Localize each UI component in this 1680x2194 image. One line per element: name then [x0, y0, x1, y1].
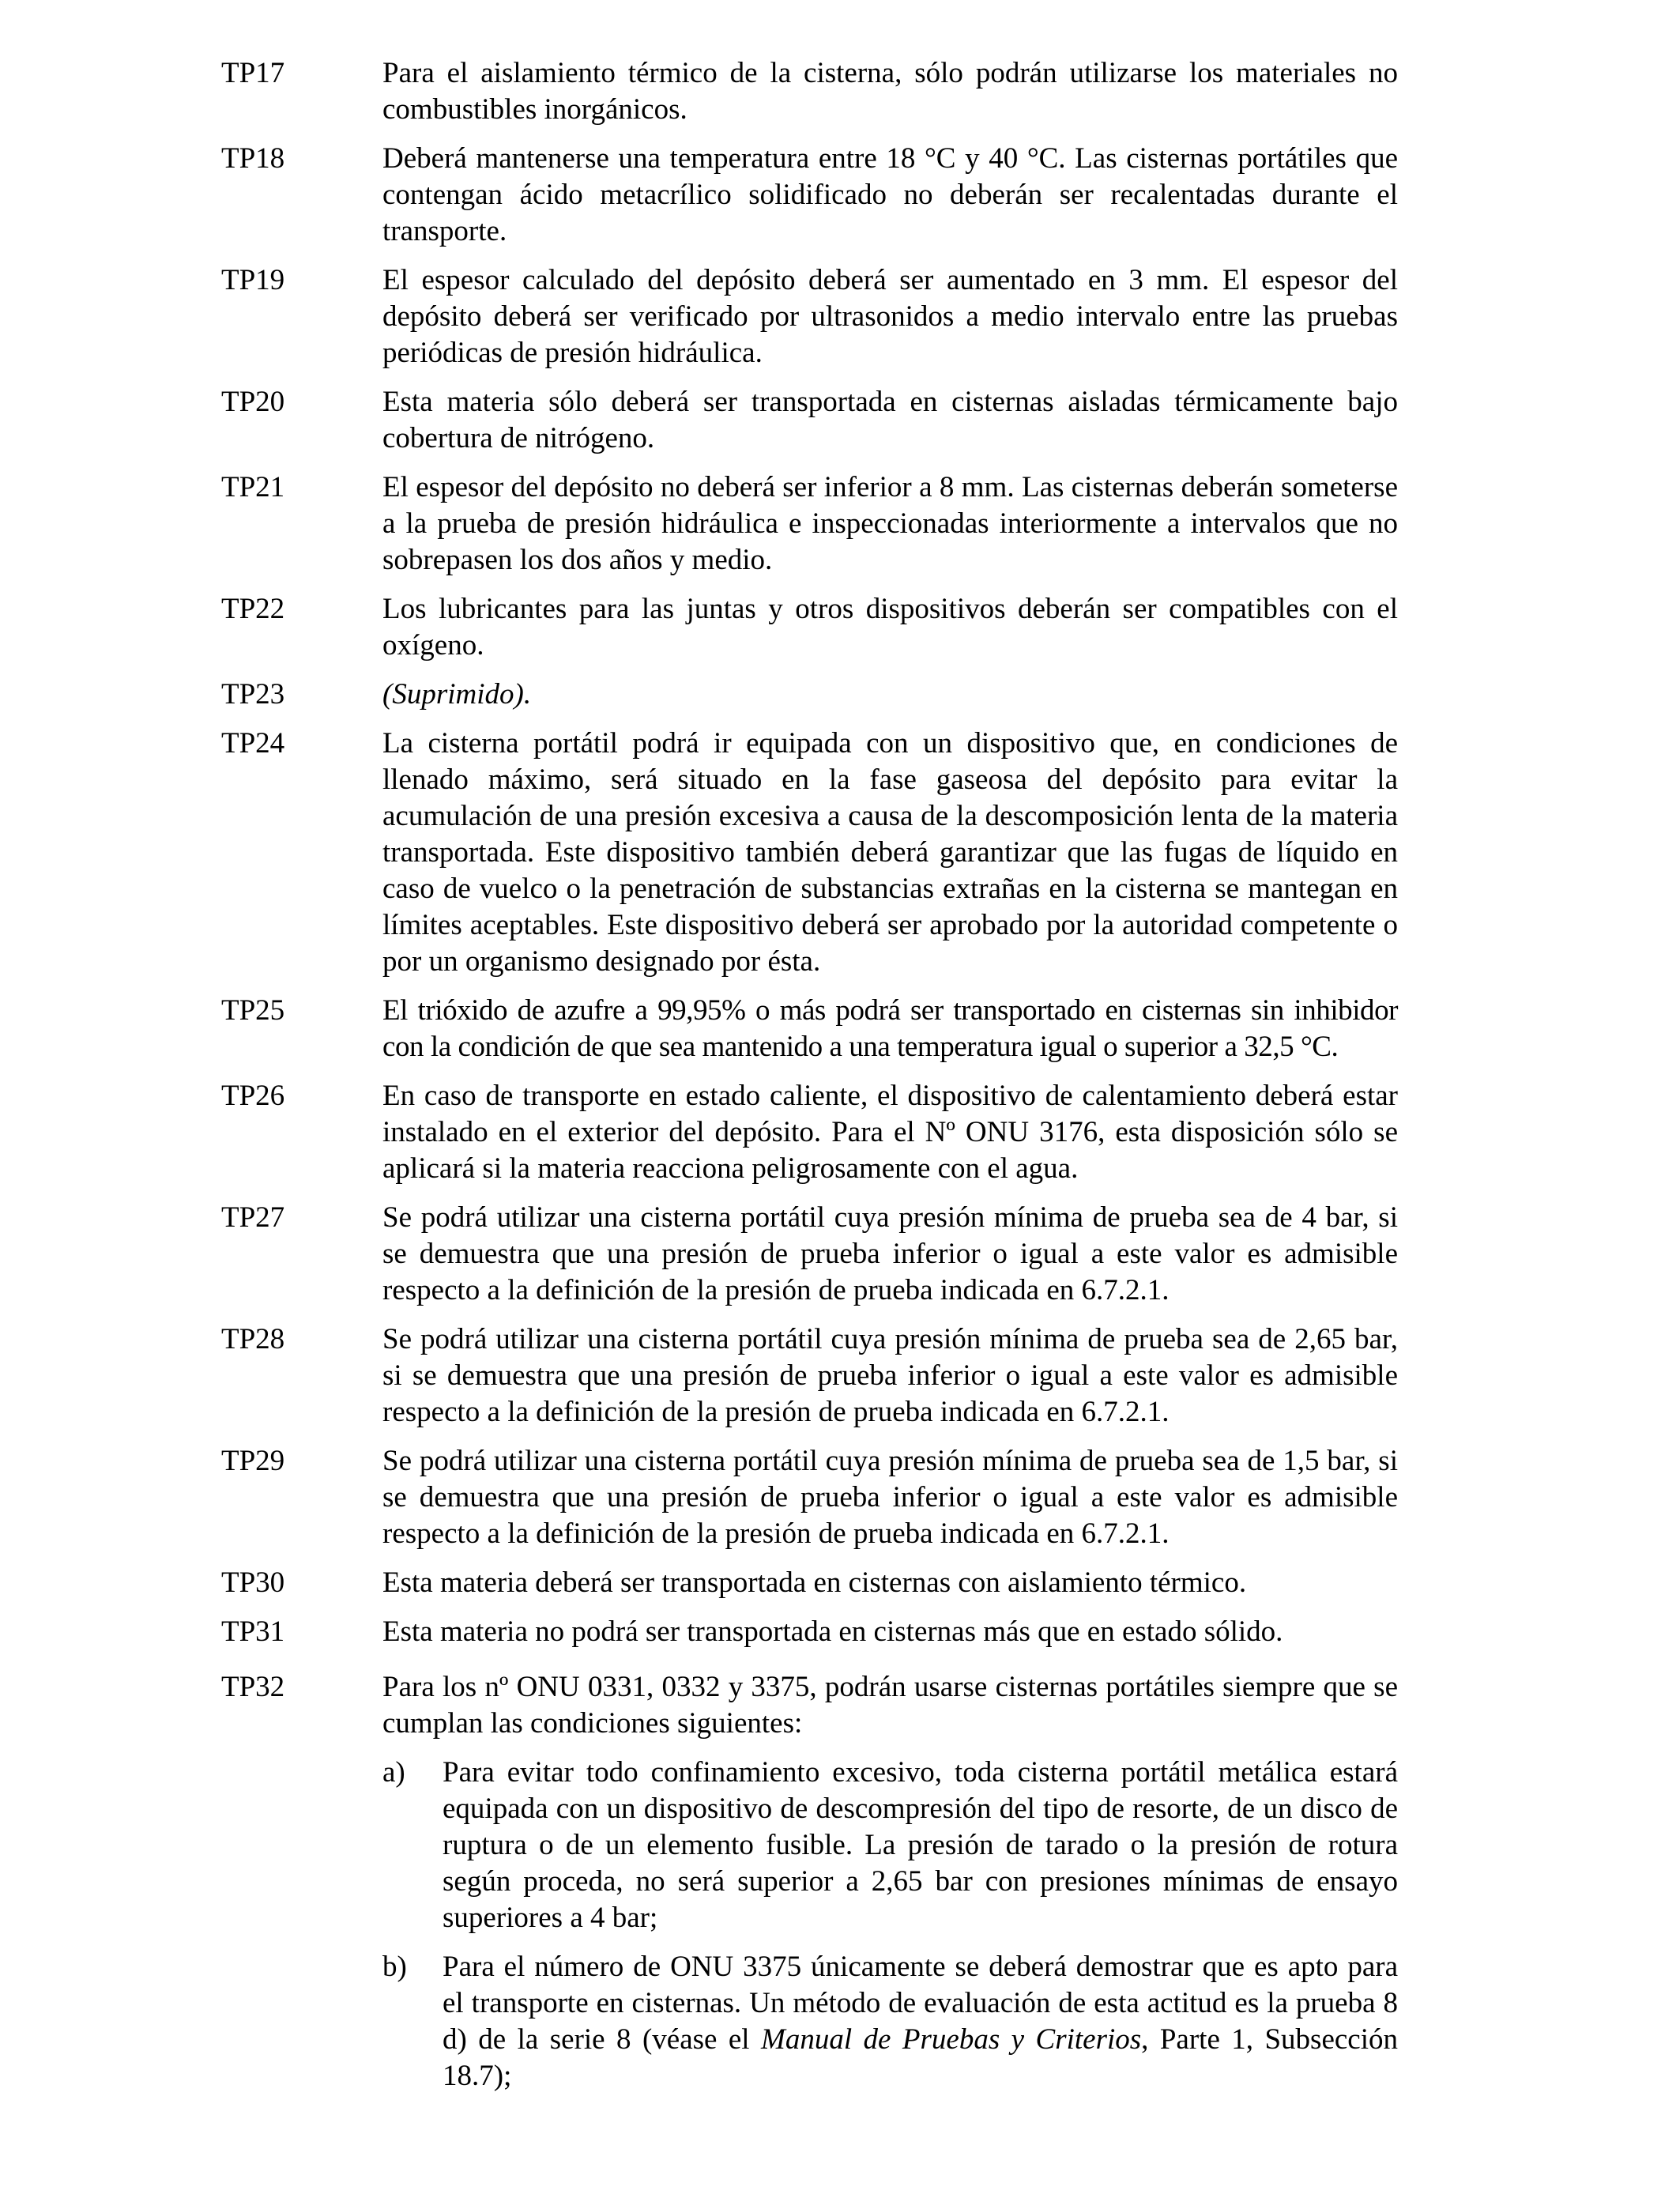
provision-tp30 — [221, 1565, 1407, 1601]
provision-code: TP26 — [221, 1080, 285, 1112]
list-item-label: a) — [382, 1756, 405, 1789]
provision-code: TP19 — [221, 264, 285, 296]
provision-text: (Suprimido). — [382, 678, 532, 711]
provision-tp19 — [221, 262, 1407, 371]
list-item-text — [443, 1949, 1398, 2094]
list-item-label: b) — [382, 1951, 407, 1983]
list-item-text-start: Para el número de ONU 3375 únicamente se deberá demostrar que es apto para el transporte en cisternas. Un método de evaluación de esta actitud es la prueba 8 d) de la serie 8 (véase el — [443, 1951, 1398, 2056]
provision-text: Para el aislamiento térmico de la cisterna, sólo podrán utilizarse los materiales no combustibles inorgánicos. — [382, 57, 1398, 126]
provision-tp24 — [221, 726, 1407, 980]
provision-tp21 — [221, 469, 1407, 579]
manual-title: Manual de Pruebas y Criterios — [761, 2023, 1142, 2056]
provision-text: En caso de transporte en estado caliente, el dispositivo de calentamiento deberá estar instalado en el exterior del depósito. Para el Nº ONU 3176, esta disposición sólo se aplicará si la materia reacciona peligrosamente con el agua. — [382, 1080, 1398, 1185]
provision-code: TP25 — [221, 994, 285, 1027]
provision-code: TP28 — [221, 1323, 285, 1355]
list-item — [382, 1949, 1398, 2094]
provision-text: Se podrá utilizar una cisterna portátil cuya presión mínima de prueba sea de 2,65 bar, si se demuestra que una presión de prueba inferior o igual a este valor es admisible respecto a la definición de la presión de prueba indicada en 6.7.2.1. — [382, 1323, 1398, 1428]
provision-text: Para los nº ONU 0331, 0332 y 3375, podrán usarse cisternas portátiles siempre que se cumplan las condiciones siguientes: — [382, 1671, 1398, 1740]
provision-tp20 — [221, 384, 1407, 457]
provision-code: TP24 — [221, 727, 285, 760]
provision-code: TP30 — [221, 1566, 285, 1599]
provision-code: TP17 — [221, 57, 285, 89]
provision-text: Se podrá utilizar una cisterna portátil cuya presión mínima de prueba sea de 4 bar, si se demuestra que una presión de prueba inferior o igual a este valor es admisible respecto a la definición de la presión de prueba indicada en 6.7.2.1. — [382, 1201, 1398, 1306]
provision-code: TP29 — [221, 1445, 285, 1477]
provision-tp28 — [221, 1321, 1407, 1431]
provision-tp22 — [221, 591, 1407, 664]
list-item-text-end: , Parte 1, Subsección 18.7); — [443, 2023, 1399, 2092]
provision-tp25 — [221, 993, 1407, 1065]
provision-code: TP21 — [221, 471, 285, 503]
provision-code: TP27 — [221, 1201, 285, 1234]
provision-tp31 — [221, 1614, 1407, 1650]
document-body — [221, 55, 1407, 2107]
provision-text: El espesor del depósito no deberá ser inferior a 8 mm. Las cisternas deberán someterse a la prueba de presión hidráulica e inspeccionadas interiormente a intervalos que no sobrepasen los dos años y medio. — [382, 471, 1398, 576]
provision-code: TP32 — [221, 1671, 285, 1703]
provision-tp29 — [221, 1443, 1407, 1552]
provision-text: Esta materia deberá ser transportada en cisternas con aislamiento térmico. — [382, 1566, 1247, 1599]
provision-code: TP23 — [221, 678, 285, 711]
list-item — [382, 1755, 1398, 1936]
provision-code: TP31 — [221, 1615, 285, 1648]
provision-text: Esta materia no podrá ser transportada en cisternas más que en estado sólido. — [382, 1615, 1283, 1648]
provision-body — [382, 1669, 1398, 2094]
provision-tp18 — [221, 141, 1407, 250]
provision-text: El trióxido de azufre a 99,95% o más podrá ser transportado en cisternas sin inhibidor con la condición de que sea mantenido a una temperatura igual o superior a 32,5 °C. — [382, 994, 1398, 1063]
provision-text: El espesor calculado del depósito deberá ser aumentado en 3 mm. El espesor del depósito deberá ser verificado por ultrasonidos a medio intervalo entre las pruebas periódicas de presión hidráulica. — [382, 264, 1398, 369]
provision-text: La cisterna portátil podrá ir equipada con un dispositivo que, en condiciones de llenado máximo, será situado en la fase gaseosa del depósito para evitar la acumulación de una presión excesiva a causa de la descomposición lenta de la materia transportada. Este dispositivo también deberá garantizar que las fugas de líquido en caso de vuelco o la penetración de substancias extrañas en la cisterna se mantegan en límites aceptables. Este dispositivo deberá ser aprobado por la autoridad competente o por un organismo designado por ésta. — [382, 727, 1398, 978]
provision-code: TP20 — [221, 386, 285, 418]
provision-text: Los lubricantes para las juntas y otros dispositivos deberán ser compatibles con el oxígeno. — [382, 593, 1398, 662]
provision-code: TP18 — [221, 142, 285, 175]
provision-text: Se podrá utilizar una cisterna portátil cuya presión mínima de prueba sea de 1,5 bar, si se demuestra que una presión de prueba inferior o igual a este valor es admisible respecto a la definición de la presión de prueba indicada en 6.7.2.1. — [382, 1445, 1398, 1550]
provision-text: Esta materia sólo deberá ser transportada en cisternas aisladas térmicamente bajo cobertura de nitrógeno. — [382, 386, 1398, 454]
provision-code: TP22 — [221, 593, 285, 625]
provision-tp32 — [221, 1669, 1407, 2094]
provision-tp26 — [221, 1078, 1407, 1187]
provision-tp27 — [221, 1200, 1407, 1309]
provision-text: Deberá mantenerse una temperatura entre 18 °C y 40 °C. Las cisternas portátiles que contengan ácido metacrílico solidificado no deberán ser recalentadas durante el transporte. — [382, 142, 1398, 247]
provision-tp17 — [221, 55, 1407, 128]
provision-tp23 — [221, 677, 1407, 713]
list-item-text: Para evitar todo confinamiento excesivo, toda cisterna portátil metálica estará equipada con un dispositivo de descompresión del tipo de resorte, de un disco de ruptura o de un elemento fusible. La presión de tarado o la presión de rotura según proceda, no será superior a 2,65 bar con presiones mínimas de ensayo superiores a 4 bar; — [443, 1756, 1398, 1934]
